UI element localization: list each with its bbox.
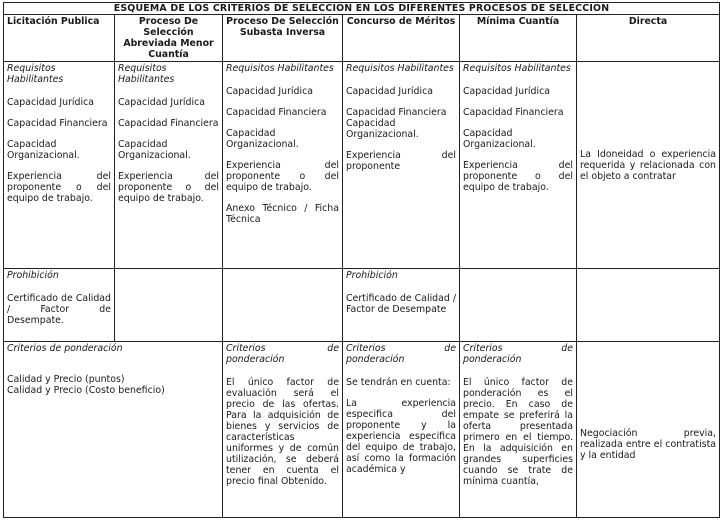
requisito-item: Capacidad Jurídica: [7, 97, 94, 108]
requisito-directa-text: La Idoneidad o experiencia requerida y relacionada con el objeto a contratar: [580, 148, 716, 182]
section-label-requisitos: Requisitos Habilitantes: [463, 63, 571, 74]
requisito-item: Experiencia del proponente: [346, 150, 456, 172]
ponderacion-text: El único factor de evaluación será el precio de las ofertas. Para la adquisición de bienes y servicios de características uniformes y de común utilización, se deberá tener en cuenta el precio final Obtenido.: [226, 377, 339, 487]
header-directa: Directa: [577, 15, 720, 62]
requisitos-row: [4, 62, 720, 269]
ponderacion-text: La experiencia especifica del proponente y la experiencia especifica del equipo de trabajo, así como la formación académica y: [346, 398, 456, 475]
ponderacion-item: Calidad y Precio (puntos): [7, 374, 125, 385]
header-abreviada: Proceso De Selección Abreviada Menor Cuantía: [115, 15, 223, 62]
ponderacion-item: Calidad y Precio (Costo beneficio): [7, 385, 165, 396]
section-label-ponderacion: Criterios de ponderación: [7, 343, 123, 354]
requisitos-subasta-cell: [223, 62, 343, 269]
prohibicion-minima-cell: [460, 269, 577, 342]
requisito-item: Capacidad Jurídica: [118, 97, 205, 108]
prohibicion-text: Certificado de Calidad / Factor de Desempate: [346, 293, 456, 315]
ponderacion-text: El único factor de ponderación es el precio. En caso de empate se preferirá la oferta presentada primero en el tiempo. En la adquisición en grandes superficies cuando se trate de mínima cuantía,: [463, 377, 573, 487]
section-label-requisitos: Requisitos Habilitantes: [118, 63, 175, 85]
header-concurso: Concurso de Méritos: [343, 15, 460, 62]
ponderacion-minima-cell: [460, 342, 577, 518]
requisito-item: Experiencia del proponente o del equipo de trabajo.: [118, 171, 219, 204]
prohibicion-subasta-cell: [223, 269, 343, 342]
requisito-item: Capacidad Financiera: [118, 118, 219, 129]
requisitos-concurso-cell: [343, 62, 460, 269]
selection-criteria-table: [3, 2, 720, 518]
requisitos-minima-cell: [460, 62, 577, 269]
requisitos-directa-cell: [577, 62, 720, 269]
ponderacion-subasta-cell: [223, 342, 343, 518]
requisito-item: Capacidad Organizacional.: [226, 128, 299, 150]
section-label-ponderacion: Criterios de ponderación: [346, 343, 456, 365]
header-subasta: Proceso De Selección Subasta Inversa: [223, 15, 343, 62]
prohibicion-concurso-cell: [343, 269, 460, 342]
prohibicion-row: [4, 269, 720, 342]
ponderacion-directa-text: Negociación previa, realizada entre el contratista y la entidad: [580, 428, 716, 461]
ponderacion-concurso-cell: [343, 342, 460, 518]
requisito-item: Experiencia del proponente o del equipo de trabajo.: [463, 160, 573, 193]
section-label-requisitos: Requisitos Habilitantes: [346, 63, 454, 74]
requisito-item: Capacidad Financiera: [346, 107, 447, 118]
table-title: ESQUEMA DE LOS CRITERIOS DE SELECCIÓN EN LOS DIFERENTES PROCESOS DE SELECCIÓN: [4, 3, 720, 15]
requisito-item: Anexo Técnico / Ficha Técnica: [226, 203, 339, 225]
requisito-item: Capacidad Jurídica: [346, 86, 433, 97]
section-label-requisitos: Requisitos Habilitantes: [7, 63, 64, 85]
prohibicion-abreviada-cell: [115, 269, 223, 342]
section-label-requisitos: Requisitos Habilitantes: [226, 63, 334, 74]
ponderacion-licitacion-cell: [4, 342, 223, 518]
requisito-item: Experiencia del proponente o del equipo de trabajo.: [7, 171, 111, 204]
ponderacion-intro: Se tendrán en cuenta:: [346, 377, 451, 388]
section-label-ponderacion: Criterios de ponderación: [463, 343, 573, 365]
requisito-item: Capacidad Financiera: [463, 107, 564, 118]
section-label-prohibicion: Prohibición: [346, 270, 398, 281]
prohibicion-text: Certificado de Calidad / Factor de Desempate.: [7, 293, 111, 326]
requisitos-licitacion-cell: [4, 62, 115, 269]
requisito-item: Capacidad Organizacional.: [463, 128, 536, 150]
requisito-item: Capacidad Financiera: [7, 118, 108, 129]
requisito-item: Capacidad Jurídica: [463, 86, 550, 97]
section-label-ponderacion: Criterios de ponderación: [226, 343, 339, 365]
prohibicion-directa-cell: [577, 269, 720, 342]
header-minima: Mínima Cuantía: [460, 15, 577, 62]
header-row: [4, 15, 720, 62]
prohibicion-licitacion-cell: [4, 269, 115, 342]
requisito-item: Capacidad Organizacional.: [118, 139, 191, 161]
header-licitacion: Licitación Publica: [4, 15, 115, 62]
requisito-item: Capacidad Jurídica: [226, 86, 313, 97]
ponderacion-directa-cell: [577, 342, 720, 518]
requisito-item: Capacidad Financiera: [226, 107, 327, 118]
requisito-item: Capacidad Organizacional.: [346, 118, 419, 140]
section-label-prohibicion: Prohibición: [7, 270, 59, 281]
requisito-item: Experiencia del proponente o del equipo de trabajo.: [226, 160, 339, 193]
requisitos-abreviada-cell: [115, 62, 223, 269]
ponderacion-row: [4, 342, 720, 518]
requisito-item: Capacidad Organizacional.: [7, 139, 80, 161]
